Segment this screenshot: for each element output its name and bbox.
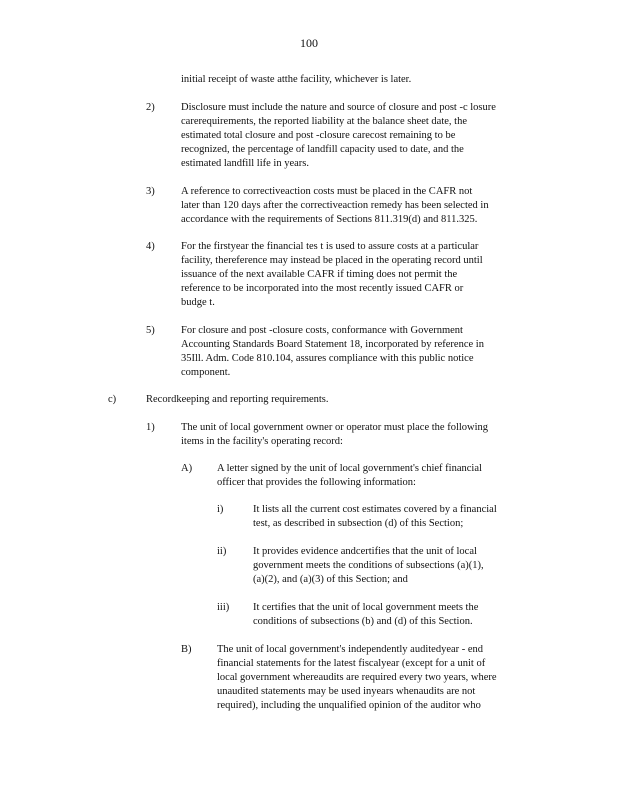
subitem-label: B): [181, 644, 192, 655]
text-line: Accounting Standards Board Statement 18, incorporated by reference in: [181, 339, 484, 350]
text-line: local government whereaudits are required every two years, where: [217, 672, 497, 683]
text-line: It certifies that the unit of local government meets the: [253, 602, 479, 613]
text-line: items in the facility's operating record:: [181, 436, 343, 447]
subsubitem-label: i): [217, 504, 224, 515]
item-label: 4): [146, 241, 155, 252]
text-line: 35Ill. Adm. Code 810.104, assures compliance with this public notice: [181, 353, 474, 364]
text-line: recognized, the percentage of landfill capacity used to date, and the: [181, 144, 464, 155]
text-line: It provides evidence andcertifies that the unit of local: [253, 546, 477, 557]
item-label: 2): [146, 102, 155, 113]
text-line: conditions of subsections (b) and (d) of this Section.: [253, 616, 473, 627]
text-line: (a)(2), and (a)(3) of this Section; and: [253, 574, 408, 585]
text-line: facility, thereference may instead be placed in the operating record until: [181, 255, 483, 266]
text-line: The unit of local government owner or operator must place the following: [181, 422, 489, 433]
text-line: budge t.: [181, 297, 215, 308]
text-line: The unit of local government's independently auditedyear - end: [217, 644, 484, 655]
text-line: For closure and post -closure costs, conformance with Government: [181, 325, 463, 336]
text-line: A letter signed by the unit of local government's chief financial: [217, 463, 482, 474]
text-line: issuance of the next available CAFR if timing does not permit the: [181, 269, 458, 280]
text-line: required), including the unqualified opinion of the auditor who: [217, 700, 481, 711]
text-line: It lists all the current cost estimates covered by a financial: [253, 504, 497, 515]
text-line: Disclosure must include the nature and source of closure and post -c losure: [181, 102, 496, 113]
text-line: A reference to correctiveaction costs must be placed in the CAFR not: [181, 186, 473, 197]
text-line: estimated total closure and post -closure carecost remaining to be: [181, 130, 456, 141]
subitem-label: A): [181, 463, 193, 474]
continued-line: initial receipt of waste atthe facility, whichever is later.: [181, 74, 412, 85]
text-line: officer that provides the following information:: [217, 477, 416, 488]
text-line: government meets the conditions of subsections (a)(1),: [253, 560, 484, 571]
text-line: component.: [181, 367, 231, 378]
item-label: 3): [146, 186, 155, 197]
text-line: reference to be incorporated into the most recently issued CAFR or: [181, 283, 464, 294]
page-number: 100: [300, 36, 318, 50]
text-line: carerequirements, the reported liability at the balance sheet date, the: [181, 116, 467, 127]
subsubitem-label: iii): [217, 602, 230, 613]
item-label: 1): [146, 422, 155, 433]
text-line: accordance with the requirements of Sections 811.319(d) and 811.325.: [181, 214, 478, 225]
text-line: unaudited statements may be used inyears whenaudits are not: [217, 686, 476, 697]
text-line: For the firstyear the financial tes t is used to assure costs at a particular: [181, 241, 479, 252]
text-line: estimated landfill life in years.: [181, 158, 309, 169]
subsubitem-label: ii): [217, 546, 227, 557]
section-label: c): [108, 394, 117, 405]
item-label: 5): [146, 325, 155, 336]
text-line: test, as described in subsection (d) of this Section;: [253, 518, 464, 529]
section-heading: Recordkeeping and reporting requirements.: [146, 394, 329, 405]
text-line: later than 120 days after the correctiveaction remedy has been selected in: [181, 200, 489, 211]
text-line: financial statements for the latest fiscalyear (except for a unit of: [217, 658, 486, 669]
